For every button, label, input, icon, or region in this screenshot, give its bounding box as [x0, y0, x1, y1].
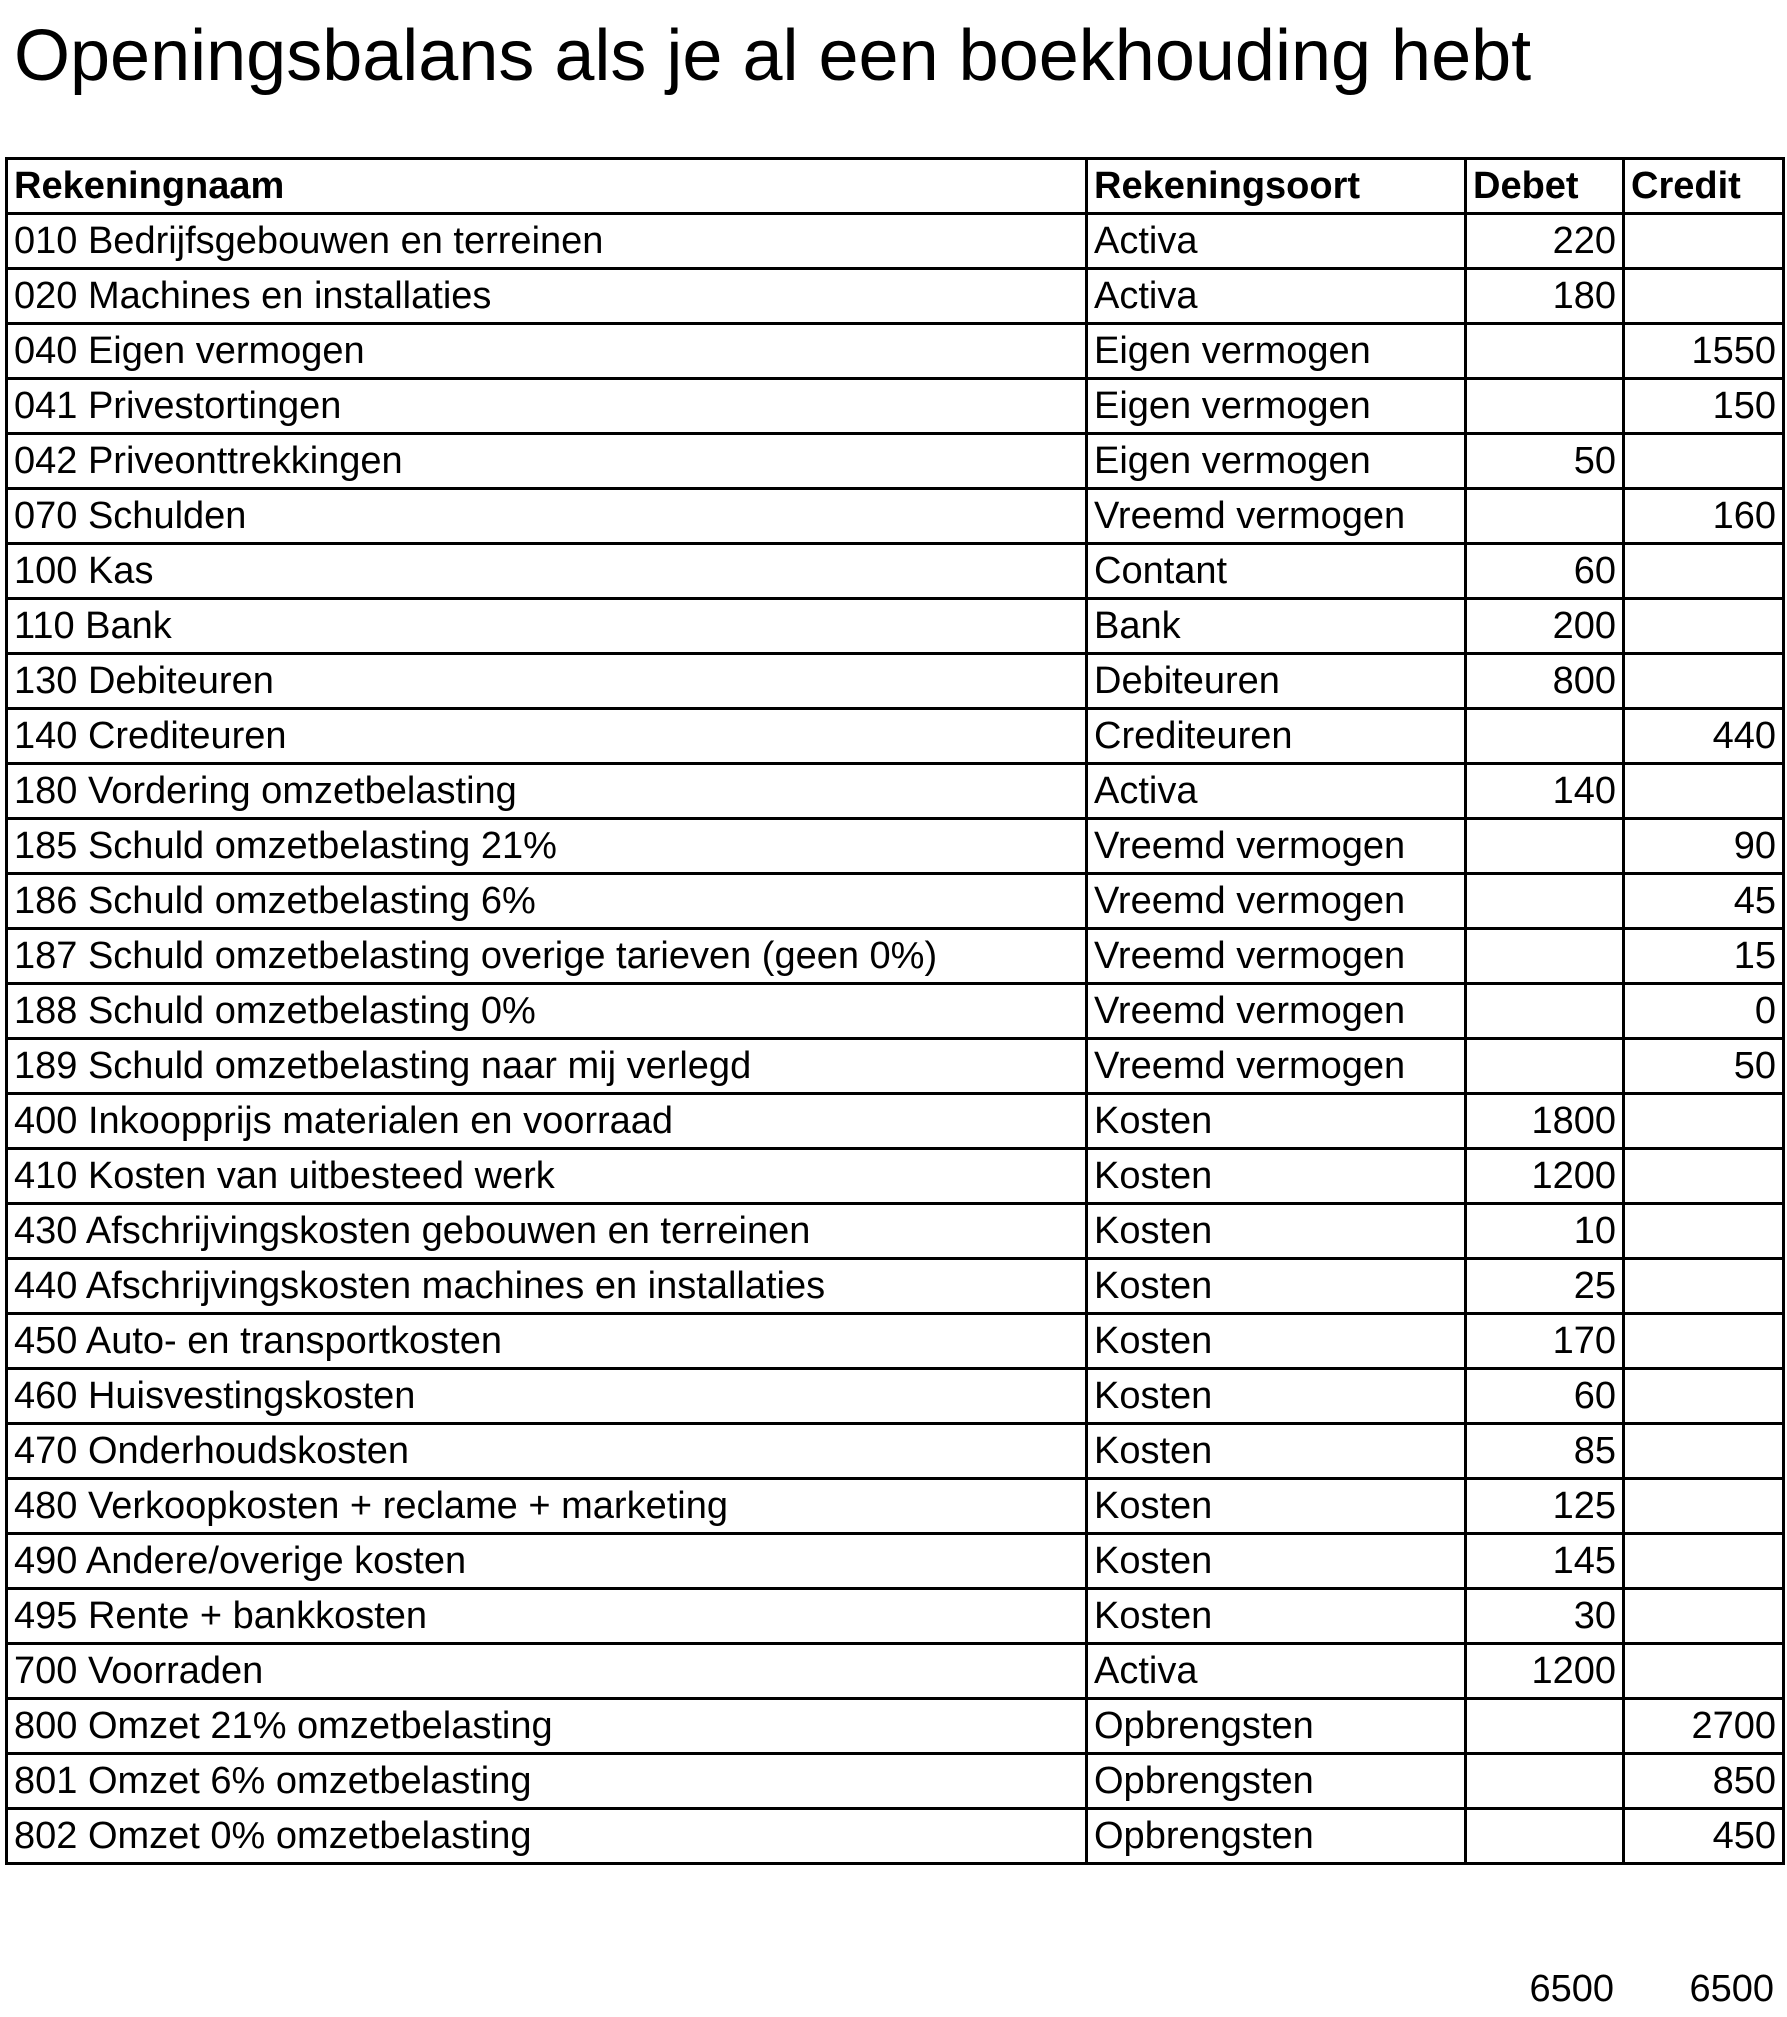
cell-rekeningsoort: Opbrengsten — [1087, 1699, 1466, 1754]
cell-rekeningsoort: Eigen vermogen — [1087, 324, 1466, 379]
table-row — [7, 544, 1784, 599]
cell-rekeningsoort: Activa — [1087, 269, 1466, 324]
column-header-debet: Debet — [1466, 159, 1624, 214]
cell-rekeningsoort: Kosten — [1087, 1369, 1466, 1424]
cell-rekeningsoort: Eigen vermogen — [1087, 379, 1466, 434]
table-row — [7, 709, 1784, 764]
cell-rekeningnaam: 186 Schuld omzetbelasting 6% — [7, 874, 1087, 929]
cell-rekeningnaam: 187 Schuld omzetbelasting overige tarieven (geen 0%) — [7, 929, 1087, 984]
cell-rekeningsoort: Kosten — [1087, 1424, 1466, 1479]
cell-debet — [1466, 324, 1624, 379]
cell-credit — [1624, 1369, 1784, 1424]
cell-debet — [1466, 1039, 1624, 1094]
cell-credit — [1624, 1314, 1784, 1369]
cell-rekeningnaam: 070 Schulden — [7, 489, 1087, 544]
page-title: Openingsbalans als je al een boekhouding hebt — [14, 16, 1532, 96]
table-row — [7, 654, 1784, 709]
cell-rekeningnaam: 495 Rente + bankkosten — [7, 1589, 1087, 1644]
column-header-rekeningsoort: Rekeningsoort — [1087, 159, 1466, 214]
cell-rekeningnaam: 188 Schuld omzetbelasting 0% — [7, 984, 1087, 1039]
cell-rekeningnaam: 801 Omzet 6% omzetbelasting — [7, 1754, 1087, 1809]
cell-credit: 90 — [1624, 819, 1784, 874]
table-row — [7, 1149, 1784, 1204]
cell-debet — [1466, 379, 1624, 434]
cell-debet: 85 — [1466, 1424, 1624, 1479]
table-row — [7, 1314, 1784, 1369]
cell-debet — [1466, 709, 1624, 764]
cell-credit: 2700 — [1624, 1699, 1784, 1754]
cell-rekeningsoort: Kosten — [1087, 1149, 1466, 1204]
cell-rekeningnaam: 460 Huisvestingskosten — [7, 1369, 1087, 1424]
table-row — [7, 1699, 1784, 1754]
cell-debet: 220 — [1466, 214, 1624, 269]
cell-credit: 850 — [1624, 1754, 1784, 1809]
table-row — [7, 874, 1784, 929]
table-row — [7, 599, 1784, 654]
cell-rekeningnaam: 470 Onderhoudskosten — [7, 1424, 1087, 1479]
cell-rekeningsoort: Vreemd vermogen — [1087, 1039, 1466, 1094]
cell-credit — [1624, 1644, 1784, 1699]
cell-rekeningsoort: Kosten — [1087, 1314, 1466, 1369]
cell-credit — [1624, 544, 1784, 599]
cell-debet — [1466, 819, 1624, 874]
cell-credit — [1624, 1424, 1784, 1479]
cell-credit — [1624, 1479, 1784, 1534]
cell-credit: 440 — [1624, 709, 1784, 764]
cell-debet: 200 — [1466, 599, 1624, 654]
cell-credit: 150 — [1624, 379, 1784, 434]
cell-debet: 140 — [1466, 764, 1624, 819]
cell-credit — [1624, 1149, 1784, 1204]
cell-rekeningnaam: 189 Schuld omzetbelasting naar mij verlegd — [7, 1039, 1087, 1094]
cell-rekeningnaam: 010 Bedrijfsgebouwen en terreinen — [7, 214, 1087, 269]
table-row — [7, 1534, 1784, 1589]
cell-credit — [1624, 1589, 1784, 1644]
cell-credit — [1624, 1094, 1784, 1149]
cell-rekeningnaam: 800 Omzet 21% omzetbelasting — [7, 1699, 1087, 1754]
column-header-rekeningnaam: Rekeningnaam — [7, 159, 1087, 214]
cell-rekeningnaam: 440 Afschrijvingskosten machines en installaties — [7, 1259, 1087, 1314]
cell-rekeningsoort: Activa — [1087, 1644, 1466, 1699]
table-row — [7, 1589, 1784, 1644]
cell-rekeningnaam: 130 Debiteuren — [7, 654, 1087, 709]
table-row — [7, 214, 1784, 269]
cell-rekeningsoort: Kosten — [1087, 1094, 1466, 1149]
cell-debet — [1466, 1754, 1624, 1809]
cell-rekeningsoort: Activa — [1087, 764, 1466, 819]
table-row — [7, 819, 1784, 874]
cell-rekeningnaam: 802 Omzet 0% omzetbelasting — [7, 1809, 1087, 1864]
cell-rekeningsoort: Kosten — [1087, 1589, 1466, 1644]
header-row — [7, 159, 1784, 214]
cell-rekeningnaam: 110 Bank — [7, 599, 1087, 654]
cell-rekeningsoort: Vreemd vermogen — [1087, 489, 1466, 544]
cell-credit: 450 — [1624, 1809, 1784, 1864]
cell-rekeningsoort: Opbrengsten — [1087, 1809, 1466, 1864]
total-credit: 6500 — [1689, 1968, 1774, 2010]
cell-rekeningnaam: 140 Crediteuren — [7, 709, 1087, 764]
cell-credit — [1624, 1534, 1784, 1589]
table-row — [7, 1204, 1784, 1259]
cell-rekeningnaam: 700 Voorraden — [7, 1644, 1087, 1699]
table-row — [7, 1039, 1784, 1094]
cell-debet: 1200 — [1466, 1149, 1624, 1204]
cell-credit: 160 — [1624, 489, 1784, 544]
cell-credit: 50 — [1624, 1039, 1784, 1094]
cell-debet — [1466, 984, 1624, 1039]
cell-rekeningnaam: 490 Andere/overige kosten — [7, 1534, 1087, 1589]
cell-credit — [1624, 654, 1784, 709]
cell-debet: 125 — [1466, 1479, 1624, 1534]
cell-rekeningnaam: 020 Machines en installaties — [7, 269, 1087, 324]
cell-rekeningnaam: 480 Verkoopkosten + reclame + marketing — [7, 1479, 1087, 1534]
cell-debet: 60 — [1466, 544, 1624, 599]
cell-debet: 1800 — [1466, 1094, 1624, 1149]
cell-debet — [1466, 874, 1624, 929]
total-debet: 6500 — [1529, 1968, 1614, 2010]
cell-rekeningsoort: Activa — [1087, 214, 1466, 269]
cell-rekeningsoort: Bank — [1087, 599, 1466, 654]
cell-rekeningnaam: 042 Priveonttrekkingen — [7, 434, 1087, 489]
cell-credit — [1624, 214, 1784, 269]
table-row — [7, 1644, 1784, 1699]
cell-rekeningnaam: 100 Kas — [7, 544, 1087, 599]
table-row — [7, 1094, 1784, 1149]
table-row — [7, 1424, 1784, 1479]
cell-debet: 25 — [1466, 1259, 1624, 1314]
cell-credit: 1550 — [1624, 324, 1784, 379]
table-row — [7, 1754, 1784, 1809]
cell-credit — [1624, 1259, 1784, 1314]
cell-debet: 10 — [1466, 1204, 1624, 1259]
cell-debet: 30 — [1466, 1589, 1624, 1644]
cell-rekeningsoort: Vreemd vermogen — [1087, 929, 1466, 984]
cell-rekeningsoort: Vreemd vermogen — [1087, 874, 1466, 929]
table-row — [7, 984, 1784, 1039]
table-row — [7, 1479, 1784, 1534]
table-row — [7, 379, 1784, 434]
table-row — [7, 489, 1784, 544]
cell-credit — [1624, 269, 1784, 324]
cell-rekeningsoort: Opbrengsten — [1087, 1754, 1466, 1809]
cell-rekeningsoort: Kosten — [1087, 1534, 1466, 1589]
table-body — [7, 214, 1784, 1864]
cell-credit: 15 — [1624, 929, 1784, 984]
cell-credit — [1624, 764, 1784, 819]
cell-credit — [1624, 1204, 1784, 1259]
column-header-credit: Credit — [1624, 159, 1784, 214]
cell-rekeningnaam: 180 Vordering omzetbelasting — [7, 764, 1087, 819]
cell-rekeningnaam: 430 Afschrijvingskosten gebouwen en terreinen — [7, 1204, 1087, 1259]
cell-debet: 50 — [1466, 434, 1624, 489]
cell-rekeningnaam: 410 Kosten van uitbesteed werk — [7, 1149, 1087, 1204]
table-row — [7, 1369, 1784, 1424]
cell-debet — [1466, 929, 1624, 984]
cell-rekeningsoort: Crediteuren — [1087, 709, 1466, 764]
cell-debet — [1466, 1809, 1624, 1864]
table-row — [7, 1809, 1784, 1864]
cell-credit — [1624, 599, 1784, 654]
cell-rekeningsoort: Vreemd vermogen — [1087, 819, 1466, 874]
cell-debet: 60 — [1466, 1369, 1624, 1424]
table-row — [7, 764, 1784, 819]
table-row — [7, 929, 1784, 984]
table-row — [7, 324, 1784, 379]
cell-rekeningnaam: 185 Schuld omzetbelasting 21% — [7, 819, 1087, 874]
cell-debet: 180 — [1466, 269, 1624, 324]
cell-debet — [1466, 1699, 1624, 1754]
cell-rekeningnaam: 040 Eigen vermogen — [7, 324, 1087, 379]
cell-rekeningsoort: Kosten — [1087, 1259, 1466, 1314]
cell-rekeningsoort: Vreemd vermogen — [1087, 984, 1466, 1039]
cell-rekeningsoort: Debiteuren — [1087, 654, 1466, 709]
cell-rekeningsoort: Contant — [1087, 544, 1466, 599]
cell-rekeningnaam: 041 Privestortingen — [7, 379, 1087, 434]
cell-rekeningnaam: 400 Inkoopprijs materialen en voorraad — [7, 1094, 1087, 1149]
balance-table — [5, 157, 1785, 1865]
cell-credit — [1624, 434, 1784, 489]
cell-debet: 800 — [1466, 654, 1624, 709]
cell-rekeningsoort: Kosten — [1087, 1479, 1466, 1534]
cell-debet — [1466, 489, 1624, 544]
cell-credit: 0 — [1624, 984, 1784, 1039]
cell-rekeningsoort: Kosten — [1087, 1204, 1466, 1259]
cell-rekeningsoort: Eigen vermogen — [1087, 434, 1466, 489]
table-row — [7, 434, 1784, 489]
cell-credit: 45 — [1624, 874, 1784, 929]
cell-debet: 1200 — [1466, 1644, 1624, 1699]
table-row — [7, 269, 1784, 324]
cell-debet: 170 — [1466, 1314, 1624, 1369]
cell-debet: 145 — [1466, 1534, 1624, 1589]
cell-rekeningnaam: 450 Auto- en transportkosten — [7, 1314, 1087, 1369]
table-row — [7, 1259, 1784, 1314]
